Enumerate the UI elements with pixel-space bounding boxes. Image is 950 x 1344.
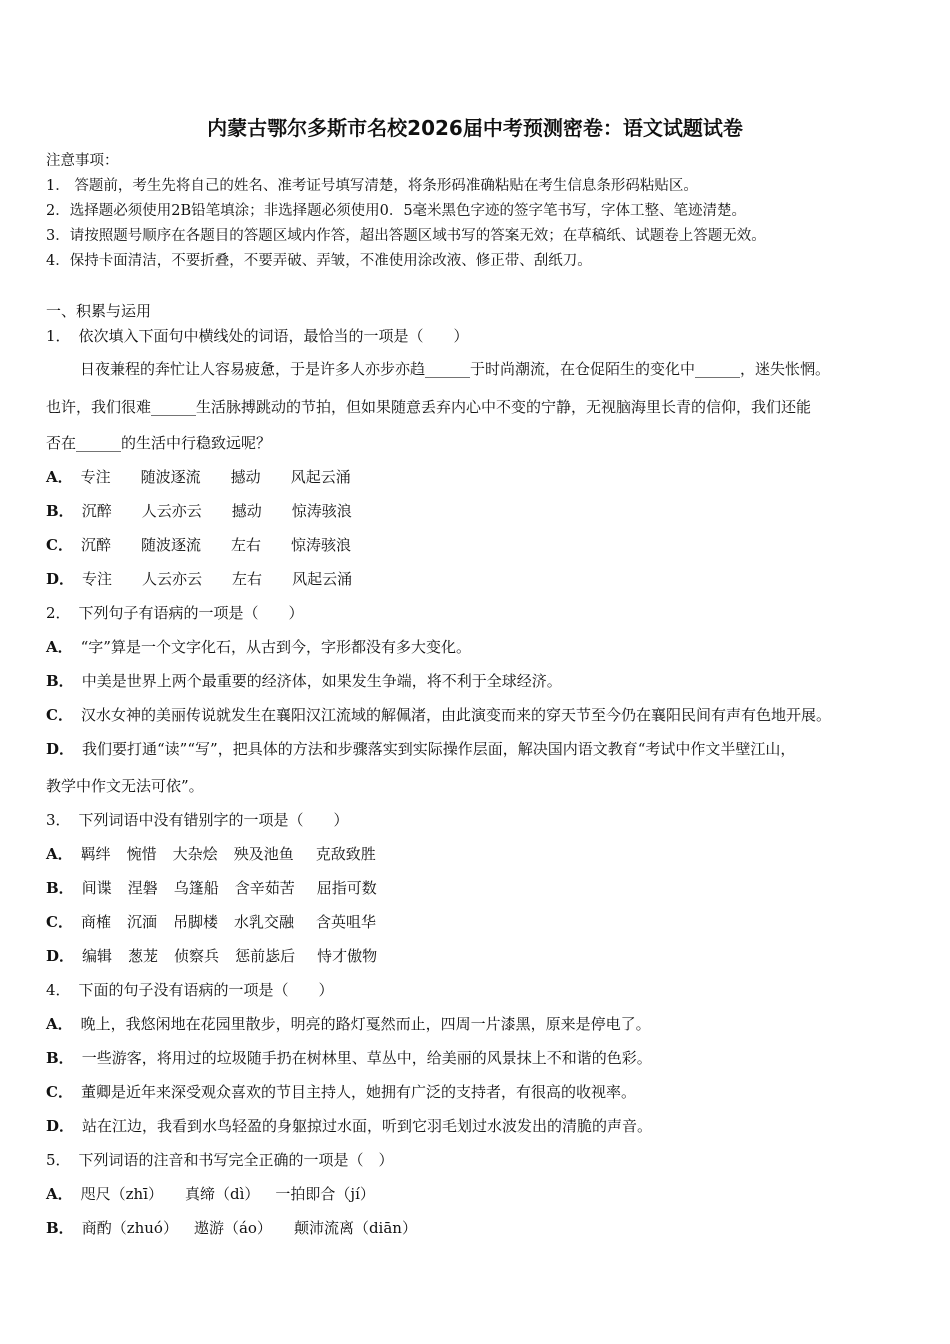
- option-word: 咫尺（zhī）: [80, 1185, 164, 1203]
- option-word: 人云亦云: [141, 502, 202, 520]
- option-word: 撼动: [230, 468, 261, 486]
- question-number: 4．: [46, 981, 71, 999]
- option-a[interactable]: [46, 1014, 651, 1034]
- option-a[interactable]: [46, 1184, 375, 1204]
- notice-item: 1． 答题前，考生先将自己的姓名、准考证号填写清楚，将条形码准确粘贴在考生信息条形码粘贴区。: [46, 178, 698, 194]
- option-word: 惋惜: [126, 845, 157, 863]
- option-letter: A．: [46, 1185, 73, 1203]
- question-text: 下面的句子没有语病的一项是（ ）: [78, 981, 334, 999]
- question-2-stem: [46, 603, 304, 623]
- question-text: 下列词语中没有错别字的一项是（ ）: [78, 811, 349, 829]
- option-letter: C．: [46, 913, 73, 931]
- option-word: 间谍: [81, 879, 112, 897]
- option-c[interactable]: [46, 705, 831, 725]
- question-number: 3．: [46, 811, 71, 829]
- notice-item: 3．请按照题号顺序在各题目的答题区域内作答，超出答题区域书写的答案无效；在草稿纸、试题卷上答题无效。: [46, 228, 766, 244]
- option-word: 随波逐流: [140, 468, 201, 486]
- option-c[interactable]: [46, 912, 376, 932]
- option-letter: A．: [46, 468, 73, 486]
- option-word: 含辛茹苦: [234, 879, 295, 897]
- option-d[interactable]: [46, 569, 352, 589]
- option-word: 真缔（dì）: [185, 1185, 260, 1203]
- option-word: 葱茏: [128, 947, 159, 965]
- option-word: 人云亦云: [142, 570, 203, 588]
- option-word: 屈指可数: [316, 879, 377, 897]
- option-word: 侦察兵: [174, 947, 220, 965]
- option-word: 水乳交融: [234, 913, 295, 931]
- notice-item: 2．选择题必须使用2B铅笔填涂；非选择题必须使用0．5毫米黑色字迹的签字笔书写，字体工整、笔迹清楚。: [46, 203, 747, 219]
- option-b[interactable]: [46, 1218, 417, 1238]
- option-letter: D．: [46, 947, 75, 965]
- option-letter: B．: [46, 879, 74, 897]
- option-d[interactable]: [46, 739, 795, 759]
- question-number: 2．: [46, 604, 71, 622]
- passage-line: 日夜兼程的奔忙让人容易疲惫，于是许多人亦步亦趋______于时尚潮流，在仓促陌生的变化中______，迷失怅惘。: [80, 360, 831, 378]
- option-text: 董卿是近年来深受观众喜欢的节目主持人，她拥有广泛的支持者，有很高的收视率。: [80, 1083, 636, 1101]
- option-word: 含英咀华: [316, 913, 377, 931]
- option-word: 商榷: [80, 913, 111, 931]
- option-letter: D．: [46, 740, 75, 758]
- notice-heading: 注意事项：: [46, 153, 119, 169]
- option-text: 中美是世界上两个最重要的经济体，如果发生争端，将不利于全球经济。: [81, 672, 562, 690]
- option-text: 我们要打通“读”“写”，把具体的方法和步骤落实到实际操作层面，解决国内语文教育“考试中作文半壁江山，: [82, 740, 796, 758]
- option-word: 克敌致胜: [315, 845, 376, 863]
- option-word: 风起云涌: [292, 570, 353, 588]
- option-b[interactable]: [46, 1048, 652, 1068]
- option-word: 左右: [230, 536, 261, 554]
- option-d-continuation: 教学中作文无法可依”。: [46, 777, 204, 795]
- option-word: 商酌（zhuó）: [81, 1219, 178, 1237]
- option-word: 乌篷船: [173, 879, 219, 897]
- option-letter: C．: [46, 706, 73, 724]
- option-letter: A．: [46, 638, 73, 656]
- option-word: 颠沛流离（diān）: [293, 1219, 417, 1237]
- option-word: 随波逐流: [140, 536, 201, 554]
- option-c[interactable]: [46, 1082, 636, 1102]
- option-word: 沉醉: [80, 536, 111, 554]
- option-word: 风起云涌: [290, 468, 351, 486]
- passage-line: 也许，我们很难______生活脉搏跳动的节拍，但如果随意丢弃内心中不变的宁静，无视脑海里长青的信仰，我们还能: [46, 398, 812, 416]
- option-text: 站在江边，我看到水鸟轻盈的身躯掠过水面，听到它羽毛划过水波发出的清脆的声音。: [82, 1117, 653, 1135]
- option-letter: D．: [46, 570, 75, 588]
- option-c[interactable]: [46, 535, 351, 555]
- option-word: 遨游（áo）: [193, 1219, 272, 1237]
- option-letter: B．: [46, 672, 74, 690]
- option-word: 吊脚楼: [172, 913, 218, 931]
- option-b[interactable]: [46, 671, 562, 691]
- passage-line: 否在______的生活中行稳致远呢？: [46, 434, 272, 452]
- option-a[interactable]: [46, 844, 376, 864]
- notice-item: 4．保持卡面清洁，不要折叠，不要弄破、弄皱，不准使用涂改液、修正带、刮纸刀。: [46, 253, 592, 269]
- option-word: 左右: [232, 570, 263, 588]
- option-word: 恃才傲物: [317, 947, 378, 965]
- question-text: 依次填入下面句中横线处的词语，最恰当的一项是（ ）: [78, 327, 469, 345]
- option-a[interactable]: [46, 637, 471, 657]
- option-letter: C．: [46, 1083, 73, 1101]
- option-letter: B．: [46, 1219, 74, 1237]
- option-word: 大杂烩: [172, 845, 218, 863]
- option-word: 惊涛骇浪: [291, 536, 352, 554]
- option-text: 晚上，我悠闲地在花园里散步，明亮的路灯戛然而止，四周一片漆黑，原来是停电了。: [80, 1015, 651, 1033]
- option-word: 惊涛骇浪: [291, 502, 352, 520]
- option-letter: A．: [46, 845, 73, 863]
- option-letter: C．: [46, 536, 73, 554]
- option-text: 一些游客，将用过的垃圾随手扔在树林里、草丛中，给美丽的风景抹上不和谐的色彩。: [81, 1049, 652, 1067]
- question-text: 下列句子有语病的一项是（ ）: [78, 604, 304, 622]
- option-word: 一拍即合（jí）: [275, 1185, 375, 1203]
- option-letter: A．: [46, 1015, 73, 1033]
- option-a[interactable]: [46, 467, 351, 487]
- option-word: 编辑: [82, 947, 113, 965]
- option-word: 羁绊: [80, 845, 111, 863]
- question-3-stem: [46, 810, 349, 830]
- option-b[interactable]: [46, 878, 377, 898]
- option-letter: D．: [46, 1117, 75, 1135]
- option-text: 汉水女神的美丽传说就发生在襄阳汉江流域的解佩渚，由此演变而来的穿天节至今仍在襄阳民间有声有色地开展。: [80, 706, 831, 724]
- question-number: 5．: [46, 1151, 71, 1169]
- question-4-stem: [46, 980, 334, 1000]
- option-text: “字”算是一个文字化石，从古到今，字形都没有多大变化。: [80, 638, 471, 656]
- option-word: 专注: [80, 468, 111, 486]
- option-letter: B．: [46, 502, 74, 520]
- question-text: 下列词语的注音和书写完全正确的一项是（ ）: [78, 1151, 394, 1169]
- option-letter: B．: [46, 1049, 74, 1067]
- option-d[interactable]: [46, 1116, 652, 1136]
- option-b[interactable]: [46, 501, 352, 521]
- option-word: 沉醉: [81, 502, 112, 520]
- option-d[interactable]: [46, 946, 377, 966]
- question-5-stem: [46, 1150, 394, 1170]
- option-word: 撼动: [231, 502, 262, 520]
- option-word: 惩前毖后: [235, 947, 296, 965]
- option-word: 殃及池鱼: [233, 845, 294, 863]
- option-word: 专注: [82, 570, 113, 588]
- exam-title: 内蒙古鄂尔多斯市名校2026届中考预测密卷：语文试题试卷: [207, 116, 743, 140]
- option-word: 沉湎: [126, 913, 157, 931]
- section-heading: 一、积累与运用: [46, 302, 152, 320]
- option-word: 涅磐: [127, 879, 158, 897]
- question-number: 1．: [46, 327, 71, 345]
- question-1-stem: [46, 326, 469, 346]
